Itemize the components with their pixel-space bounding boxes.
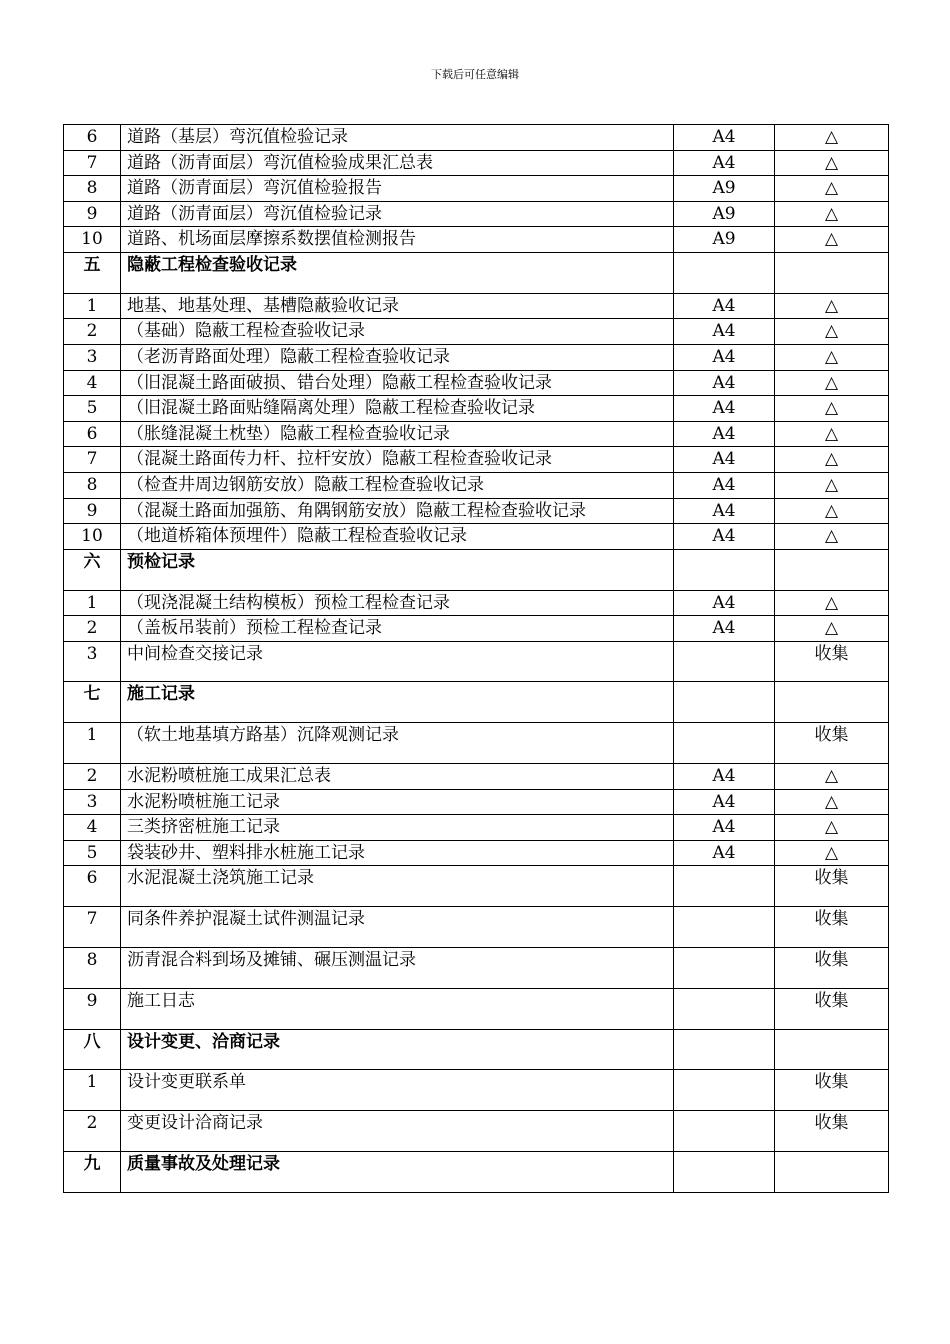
row-number: 1 <box>64 1070 121 1111</box>
record-name: （软土地基填方路基）沉降观测记录 <box>121 723 674 764</box>
format-cell <box>674 866 775 907</box>
format-cell <box>674 1111 775 1152</box>
format-cell: A4 <box>674 764 775 790</box>
records-table-body <box>64 125 889 1193</box>
row-number: 7 <box>64 907 121 948</box>
record-name: 水泥混凝土浇筑施工记录 <box>121 866 674 907</box>
format-cell: A4 <box>674 125 775 151</box>
row-number: 2 <box>64 764 121 790</box>
format-cell: A4 <box>674 344 775 370</box>
table-row <box>64 344 889 370</box>
format-cell: A4 <box>674 616 775 642</box>
record-name: 沥青混合料到场及摊铺、碾压测温记录 <box>121 948 674 989</box>
record-name: （地道桥箱体预埋件）隐蔽工程检查验收记录 <box>121 524 674 550</box>
row-number: 10 <box>64 524 121 550</box>
status-cell <box>775 252 889 293</box>
row-number: 九 <box>64 1152 121 1193</box>
format-cell <box>674 252 775 293</box>
record-name: 施工日志 <box>121 988 674 1029</box>
record-name: 质量事故及处理记录 <box>121 1152 674 1193</box>
table-row <box>64 176 889 202</box>
row-number: 10 <box>64 227 121 253</box>
row-number: 1 <box>64 723 121 764</box>
row-number: 6 <box>64 125 121 151</box>
row-number: 3 <box>64 344 121 370</box>
record-name: （旧混凝土路面破损、错台处理）隐蔽工程检查验收记录 <box>121 370 674 396</box>
format-cell <box>674 1152 775 1193</box>
row-number: 8 <box>64 176 121 202</box>
status-cell: △ <box>775 370 889 396</box>
format-cell: A4 <box>674 370 775 396</box>
table-row <box>64 764 889 790</box>
status-cell: △ <box>775 590 889 616</box>
table-row <box>64 447 889 473</box>
row-number: 八 <box>64 1029 121 1070</box>
table-row <box>64 472 889 498</box>
table-row <box>64 125 889 151</box>
record-name: （基础）隐蔽工程检查验收记录 <box>121 319 674 345</box>
record-name: 设计变更联系单 <box>121 1070 674 1111</box>
section-row <box>64 1152 889 1193</box>
record-name: （胀缝混凝土枕垫）隐蔽工程检查验收记录 <box>121 421 674 447</box>
format-cell: A4 <box>674 293 775 319</box>
row-number: 1 <box>64 293 121 319</box>
status-cell: △ <box>775 176 889 202</box>
row-number: 2 <box>64 319 121 345</box>
record-name: （老沥青路面处理）隐蔽工程检查验收记录 <box>121 344 674 370</box>
record-name: （旧混凝土路面贴缝隔离处理）隐蔽工程检查验收记录 <box>121 396 674 422</box>
table-row <box>64 590 889 616</box>
format-cell: A4 <box>674 396 775 422</box>
row-number: 9 <box>64 201 121 227</box>
table-row <box>64 150 889 176</box>
record-name: 道路（沥青面层）弯沉值检验成果汇总表 <box>121 150 674 176</box>
status-cell: △ <box>775 293 889 319</box>
status-cell: △ <box>775 201 889 227</box>
format-cell: A4 <box>674 421 775 447</box>
status-cell: 收集 <box>775 866 889 907</box>
status-cell <box>775 682 889 723</box>
row-number: 4 <box>64 815 121 841</box>
format-cell <box>674 549 775 590</box>
table-row <box>64 616 889 642</box>
table-row <box>64 815 889 841</box>
format-cell: A4 <box>674 590 775 616</box>
status-cell: △ <box>775 524 889 550</box>
table-row <box>64 421 889 447</box>
row-number: 6 <box>64 866 121 907</box>
table-row <box>64 1111 889 1152</box>
format-cell <box>674 948 775 989</box>
record-name: （盖板吊装前）预检工程检查记录 <box>121 616 674 642</box>
status-cell: 收集 <box>775 1111 889 1152</box>
table-row <box>64 948 889 989</box>
format-cell: A4 <box>674 840 775 866</box>
format-cell: A4 <box>674 319 775 345</box>
section-row <box>64 682 889 723</box>
record-name: 隐蔽工程检查验收记录 <box>121 252 674 293</box>
format-cell <box>674 988 775 1029</box>
row-number: 五 <box>64 252 121 293</box>
row-number: 9 <box>64 498 121 524</box>
status-cell: △ <box>775 789 889 815</box>
row-number: 2 <box>64 616 121 642</box>
format-cell <box>674 641 775 682</box>
format-cell: A4 <box>674 789 775 815</box>
status-cell: 收集 <box>775 1070 889 1111</box>
table-row <box>64 227 889 253</box>
table-row <box>64 988 889 1029</box>
table-row <box>64 789 889 815</box>
row-number: 2 <box>64 1111 121 1152</box>
record-name: 道路（沥青面层）弯沉值检验报告 <box>121 176 674 202</box>
table-row <box>64 201 889 227</box>
record-name: 中间检查交接记录 <box>121 641 674 682</box>
status-cell: △ <box>775 447 889 473</box>
status-cell: 收集 <box>775 988 889 1029</box>
row-number: 3 <box>64 789 121 815</box>
record-name: （检查井周边钢筋安放）隐蔽工程检查验收记录 <box>121 472 674 498</box>
status-cell: △ <box>775 472 889 498</box>
section-row <box>64 1029 889 1070</box>
row-number: 4 <box>64 370 121 396</box>
format-cell <box>674 1070 775 1111</box>
row-number: 5 <box>64 396 121 422</box>
status-cell: △ <box>775 815 889 841</box>
status-cell: △ <box>775 396 889 422</box>
record-name: （现浇混凝土结构模板）预检工程检查记录 <box>121 590 674 616</box>
format-cell: A4 <box>674 150 775 176</box>
table-row <box>64 396 889 422</box>
status-cell: △ <box>775 319 889 345</box>
record-name: 设计变更、洽商记录 <box>121 1029 674 1070</box>
status-cell: △ <box>775 150 889 176</box>
record-name: 袋装砂井、塑料排水桩施工记录 <box>121 840 674 866</box>
format-cell <box>674 907 775 948</box>
status-cell: 收集 <box>775 723 889 764</box>
table-row <box>64 293 889 319</box>
record-name: 同条件养护混凝土试件测温记录 <box>121 907 674 948</box>
row-number: 1 <box>64 590 121 616</box>
status-cell <box>775 1029 889 1070</box>
status-cell: △ <box>775 840 889 866</box>
status-cell: △ <box>775 498 889 524</box>
status-cell: △ <box>775 764 889 790</box>
row-number: 8 <box>64 948 121 989</box>
format-cell <box>674 1029 775 1070</box>
format-cell <box>674 682 775 723</box>
table-row <box>64 319 889 345</box>
row-number: 9 <box>64 988 121 1029</box>
status-cell <box>775 1152 889 1193</box>
record-name: 道路（基层）弯沉值检验记录 <box>121 125 674 151</box>
record-name: 变更设计洽商记录 <box>121 1111 674 1152</box>
table-row <box>64 1070 889 1111</box>
row-number: 3 <box>64 641 121 682</box>
table-row <box>64 641 889 682</box>
status-cell: △ <box>775 616 889 642</box>
status-cell: △ <box>775 344 889 370</box>
record-name: 道路、机场面层摩擦系数摆值检测报告 <box>121 227 674 253</box>
status-cell: 收集 <box>775 948 889 989</box>
format-cell: A4 <box>674 447 775 473</box>
row-number: 7 <box>64 447 121 473</box>
table-row <box>64 840 889 866</box>
status-cell: △ <box>775 421 889 447</box>
format-cell: A4 <box>674 498 775 524</box>
format-cell <box>674 723 775 764</box>
row-number: 6 <box>64 421 121 447</box>
record-name: 施工记录 <box>121 682 674 723</box>
row-number: 8 <box>64 472 121 498</box>
row-number: 七 <box>64 682 121 723</box>
format-cell: A4 <box>674 524 775 550</box>
table-row <box>64 723 889 764</box>
record-name: 预检记录 <box>121 549 674 590</box>
row-number: 六 <box>64 549 121 590</box>
table-row <box>64 907 889 948</box>
status-cell: 收集 <box>775 641 889 682</box>
section-row <box>64 252 889 293</box>
section-row <box>64 549 889 590</box>
record-name: （混凝土路面传力杆、拉杆安放）隐蔽工程检查验收记录 <box>121 447 674 473</box>
format-cell: A9 <box>674 227 775 253</box>
table-row <box>64 498 889 524</box>
status-cell: △ <box>775 227 889 253</box>
format-cell: A4 <box>674 472 775 498</box>
record-name: （混凝土路面加强筋、角隅钢筋安放）隐蔽工程检查验收记录 <box>121 498 674 524</box>
format-cell: A4 <box>674 815 775 841</box>
row-number: 7 <box>64 150 121 176</box>
row-number: 5 <box>64 840 121 866</box>
status-cell: 收集 <box>775 907 889 948</box>
record-name: 水泥粉喷桩施工成果汇总表 <box>121 764 674 790</box>
page-header: 下载后可任意编辑 <box>431 68 519 81</box>
status-cell <box>775 549 889 590</box>
format-cell: A9 <box>674 176 775 202</box>
record-name: 三类挤密桩施工记录 <box>121 815 674 841</box>
record-name: 地基、地基处理、基槽隐蔽验收记录 <box>121 293 674 319</box>
status-cell: △ <box>775 125 889 151</box>
record-name: 道路（沥青面层）弯沉值检验记录 <box>121 201 674 227</box>
format-cell: A9 <box>674 201 775 227</box>
table-row <box>64 866 889 907</box>
record-name: 水泥粉喷桩施工记录 <box>121 789 674 815</box>
records-table <box>63 124 889 1193</box>
table-row <box>64 524 889 550</box>
table-row <box>64 370 889 396</box>
